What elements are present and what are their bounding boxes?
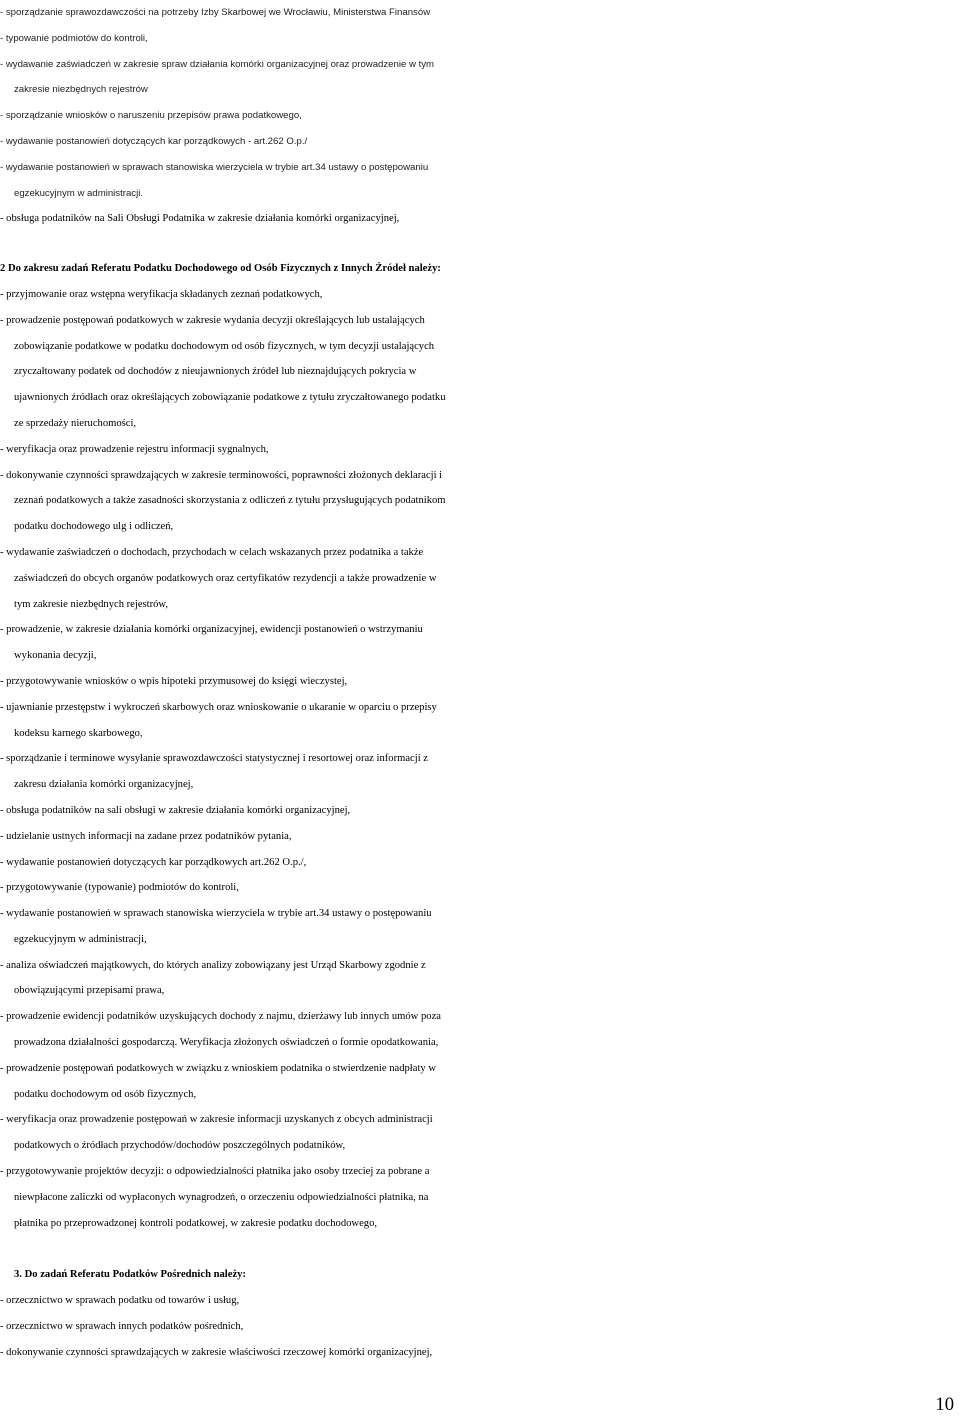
- list-item: - prowadzenie postępowań podatkowych w zakresie wydania decyzji określających lub ustalających: [0, 314, 425, 326]
- list-item: - sporządzanie sprawozdawczości na potrzeby Izby Skarbowej we Wrocławiu, Ministerstwa Finansów: [0, 7, 431, 18]
- list-item: - wydawanie postanowień dotyczących kar porządkowych art.262 O.p./,: [0, 856, 307, 868]
- list-item-continuation: podatku dochodowym od osób fizycznych,: [14, 1088, 197, 1100]
- list-item-continuation: ujawnionych źródłach oraz określających zobowiązanie podatkowe z tytułu zryczałtowanego podatku: [14, 392, 446, 404]
- list-item-continuation: zryczałtowany podatek od dochodów z nieujawnionych źródeł lub nieznajdujących pokrycia w: [14, 366, 417, 378]
- list-item: - wydawanie zaświadczeń o dochodach, przychodach w celach wskazanych przez podatnika a także: [0, 546, 424, 558]
- section-2: [0, 256, 960, 1236]
- list-item-continuation: podatku dochodowego ulg i odliczeń,: [14, 521, 174, 533]
- section-heading: 3. Do zadań Referatu Podatków Pośrednich należy:: [14, 1269, 246, 1281]
- list-item: - wydawanie zaświadczeń w zakresie spraw działania komórki organizacyjnej oraz prowadzenie w tym: [0, 58, 435, 70]
- list-item: - orzecznictwo w sprawach podatku od towarów i usług,: [0, 1295, 240, 1307]
- list-item-continuation: podatkowych o źródłach przychodów/dochodów poszczególnych podatników,: [14, 1140, 346, 1152]
- list-item: - wydawanie postanowień dotyczących kar porządkowych - art.262 O.p./: [0, 135, 308, 147]
- list-item: - dokonywanie czynności sprawdzających w zakresie właściwości rzeczowej komórki organizacyjnej,: [0, 1346, 433, 1358]
- list-item-continuation: egzekucyjnym w administracji.: [14, 187, 144, 199]
- list-item-continuation: płatnika po przeprowadzonej kontroli podatkowej, w zakresie podatku dochodowego,: [14, 1217, 378, 1229]
- list-item: - przyjmowanie oraz wstępna weryfikacja składanych zeznań podatkowych,: [0, 288, 323, 300]
- list-item: - przygotowywanie (typowanie) podmiotów do kontroli,: [0, 882, 239, 894]
- list-item-continuation: zeznań podatkowych a także zasadności skorzystania z odliczeń z tytułu przysługujących podatnikom: [14, 495, 446, 507]
- list-item: - obsługa podatników na Sali Obsługi Podatnika w zakresie działania komórki organizacyjnej,: [0, 213, 400, 225]
- list-item: - typowanie podmiotów do kontroli,: [0, 32, 148, 44]
- list-item-continuation: zaświadczeń do obcych organów podatkowych oraz certyfikatów rezydencji a także prowadzenie w: [14, 572, 437, 584]
- list-item: - przygotowywanie wniosków o wpis hipoteki przymusowej do księgi wieczystej,: [0, 675, 348, 687]
- list-item-continuation: kodeksu karnego skarbowego,: [14, 727, 143, 739]
- list-item: - udzielanie ustnych informacji na zadane przez podatników pytania,: [0, 830, 292, 842]
- list-item-continuation: tym zakresie niezbędnych rejestrów,: [14, 598, 169, 610]
- list-item-continuation: wykonania decyzji,: [14, 650, 97, 662]
- list-item: - prowadzenie ewidencji podatników uzyskujących dochody z najmu, dzierżawy lub innych umów poza: [0, 1011, 441, 1023]
- list-item: - prowadzenie postępowań podatkowych w związku z wnioskiem podatnika o stwierdzenie nadpłaty w: [0, 1062, 436, 1074]
- list-item-continuation: egzekucyjnym w administracji,: [14, 933, 147, 945]
- section-1: [0, 0, 960, 232]
- list-item: - analiza oświadczeń majątkowych, do których analizy zobowiązany jest Urząd Skarbowy zgodnie z: [0, 959, 426, 971]
- list-item: - sporządzanie i terminowe wysyłanie sprawozdawczości statystycznej i resortowej oraz informacji z: [0, 753, 428, 765]
- list-item: - sporządzanie wniosków o naruszeniu przepisów prawa podatkowego,: [0, 110, 302, 122]
- list-item-continuation: zobowiązanie podatkowe w podatku dochodowym od osób fizycznych, w tym decyzji ustalających: [14, 340, 435, 352]
- list-item: - dokonywanie czynności sprawdzających w zakresie terminowości, poprawności złożonych deklaracji i: [0, 469, 443, 481]
- list-item: - przygotowywanie projektów decyzji: o odpowiedzialności płatnika jako osoby trzeciej za pobrane a: [0, 1166, 430, 1178]
- list-item-continuation: niewpłacone zaliczki od wypłaconych wynagrodzeń, o orzeczeniu odpowiedzialności płatnika, na: [14, 1191, 429, 1203]
- list-item-continuation: ze sprzedaży nieruchomości,: [14, 417, 137, 429]
- list-item: - prowadzenie, w zakresie działania komórki organizacyjnej, ewidencji postanowień o wstrzymaniu: [0, 624, 423, 636]
- list-item-continuation: zakresie niezbędnych rejestrów: [14, 84, 148, 96]
- list-item: - ujawnianie przestępstw i wykroczeń skarbowych oraz wnioskowanie o ukaranie w oparciu o przepisy: [0, 701, 437, 713]
- list-item-continuation: obowiązującymi przepisami prawa,: [14, 985, 165, 997]
- list-item-continuation: zakresu działania komórki organizacyjnej,: [14, 779, 194, 791]
- list-item: - obsługa podatników na sali obsługi w zakresie działania komórki organizacyjnej,: [0, 804, 351, 816]
- list-item-continuation: prowadzona działalności gospodarczą. Weryfikacja złożonych oświadczeń o formie opodatkowania,: [14, 1037, 439, 1049]
- list-item: - weryfikacja oraz prowadzenie postępowań w zakresie informacji uzyskanych z obcych administracji: [0, 1114, 433, 1126]
- list-item: - weryfikacja oraz prowadzenie rejestru informacji sygnalnych,: [0, 443, 269, 455]
- list-item: - orzecznictwo w sprawach innych podatków pośrednich,: [0, 1321, 244, 1333]
- page-number: 10: [935, 1394, 954, 1415]
- list-item: - wydawanie postanowień w sprawach stanowiska wierzyciela w trybie art.34 ustawy o postępowaniu: [0, 161, 429, 173]
- section-heading: 2 Do zakresu zadań Referatu Podatku Dochodowego od Osób Fizycznych z Innych Źródeł należy:: [0, 263, 441, 275]
- section-3: [0, 1262, 960, 1365]
- list-item: - wydawanie postanowień w sprawach stanowiska wierzyciela w trybie art.34 ustawy o postępowaniu: [0, 908, 432, 920]
